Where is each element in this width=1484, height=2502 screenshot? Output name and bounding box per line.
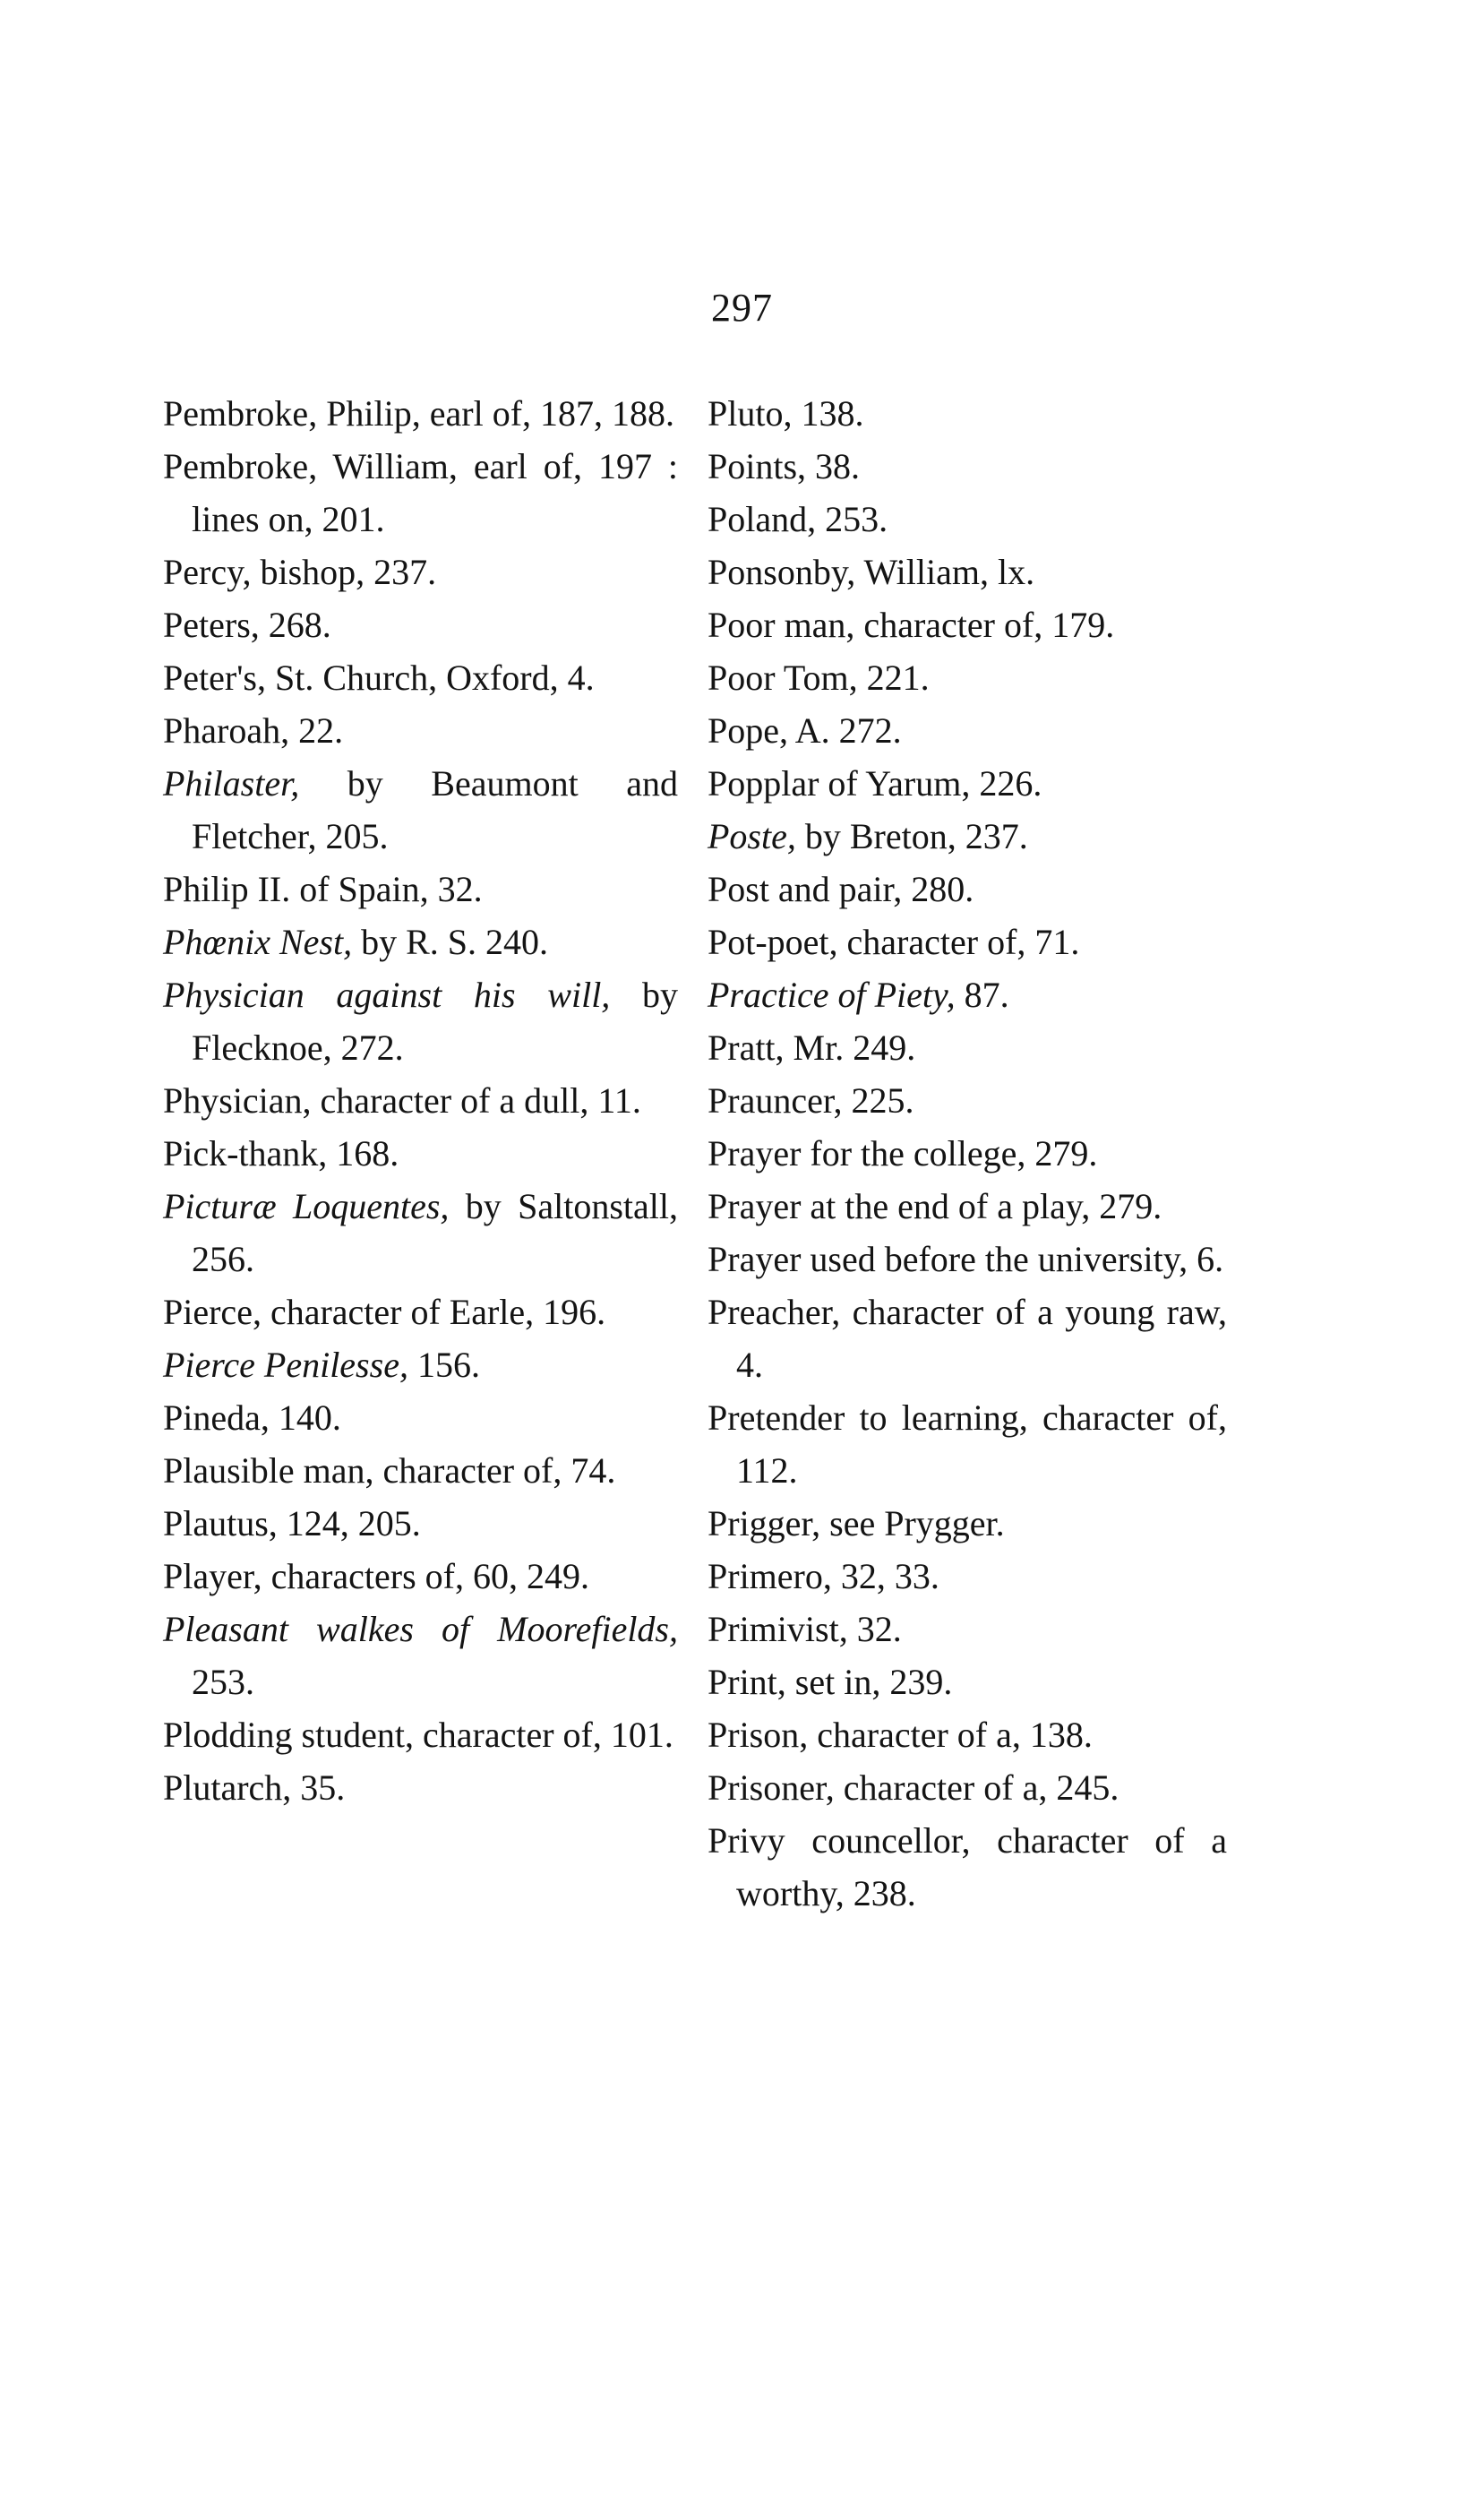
index-entry: [708, 1127, 1227, 1180]
index-entry: [163, 1285, 678, 1338]
index-entry-reference: by Saltonstall, 256.: [192, 1186, 679, 1279]
index-entry: [708, 1603, 1227, 1655]
index-entry-heading: Print, set in, 239.: [708, 1662, 953, 1702]
index-entry-heading: Pharoah, 22.: [163, 710, 344, 751]
index-entry-heading: Pluto, 138.: [708, 393, 864, 434]
index-entry-heading: Pleasant walkes of Moorefields,: [163, 1609, 678, 1649]
index-entry: [163, 1550, 678, 1603]
index-entry-heading: Plutarch, 35.: [163, 1767, 346, 1808]
index-entry: [708, 863, 1227, 916]
index-entry-heading: Poor Tom, 221.: [708, 658, 930, 698]
index-entry-heading: Poor man, character of, 179.: [708, 605, 1115, 645]
index-entry-reference: 87.: [955, 975, 1009, 1015]
index-entry-heading: Practice of Piety,: [708, 975, 956, 1015]
index-entry: [708, 1761, 1227, 1814]
index-entry: [708, 440, 1227, 493]
index-entry-reference: by R. S. 240.: [352, 922, 549, 962]
index-entry: [708, 1708, 1227, 1761]
index-entry-heading: Philaster,: [163, 763, 300, 804]
index-entry-heading: Prayer at the end of a play, 279.: [708, 1186, 1162, 1226]
index-entry-heading: Picturæ Loquentes,: [163, 1186, 450, 1226]
index-entry-heading: Pratt, Mr. 249.: [708, 1027, 916, 1068]
index-entry-heading: Pot-poet, character of, 71.: [708, 922, 1080, 962]
index-entry: [708, 1180, 1227, 1233]
page-number: 297: [711, 286, 773, 330]
index-entry: [163, 1761, 678, 1814]
index-entry-reference: by Flecknoe, 272.: [192, 975, 679, 1068]
index-entry: [708, 1021, 1227, 1074]
index-entry-heading: Primero, 32, 33.: [708, 1556, 939, 1596]
index-entry-heading: Plausible man, character of, 74.: [163, 1450, 616, 1491]
index-entry-heading: Pembroke, Philip, earl of, 187, 188.: [163, 393, 675, 434]
index-entry: [708, 968, 1227, 1021]
index-entry: [708, 916, 1227, 968]
index-entry: [708, 387, 1227, 440]
index-entry-heading: Prauncer, 225.: [708, 1080, 914, 1121]
index-entry: [708, 757, 1227, 810]
index-entry-heading: Pretender to learning, character of, 112.: [708, 1397, 1227, 1491]
index-entry: [163, 1180, 678, 1285]
index-entry-heading: Plautus, 124, 205.: [163, 1503, 421, 1543]
index-entry: [163, 704, 678, 757]
index-entry-heading: Pierce Penilesse,: [163, 1345, 408, 1385]
index-entry: [163, 387, 678, 440]
index-entry-heading: Primivist, 32.: [708, 1609, 902, 1649]
index-entry-reference: 253.: [192, 1662, 254, 1702]
index-entry-heading: Prigger, see Prygger.: [708, 1503, 1005, 1543]
index-entry: [163, 757, 678, 863]
index-entry: [708, 1074, 1227, 1127]
index-entry: [708, 493, 1227, 546]
index-entry-heading: Physician against his will,: [163, 975, 611, 1015]
index-entry-heading: Phœnix Nest,: [163, 922, 353, 962]
index-entry-reference: by Breton, 237.: [795, 816, 1028, 856]
index-entry-reference: 156.: [407, 1345, 480, 1385]
index-entry: [708, 1497, 1227, 1550]
index-entry: [163, 968, 678, 1074]
index-entry: [708, 1550, 1227, 1603]
index-entry-heading: Peters, 268.: [163, 605, 331, 645]
index-entry-heading: Physician, character of a dull, 11.: [163, 1080, 641, 1121]
index-column-left: [163, 387, 678, 1814]
index-entry-heading: Prayer for the college, 279.: [708, 1133, 1098, 1174]
index-entry: [163, 1127, 678, 1180]
index-entry: [708, 810, 1227, 863]
index-entry: [163, 440, 678, 546]
index-entry: [163, 1444, 678, 1497]
index-entry-heading: Points, 38.: [708, 446, 861, 486]
index-entry: [708, 704, 1227, 757]
index-entry: [163, 546, 678, 598]
index-entry-heading: Peter's, St. Church, Oxford, 4.: [163, 658, 595, 698]
index-entry: [708, 1285, 1227, 1391]
index-entry: [163, 1497, 678, 1550]
index-entry-heading: Popplar of Yarum, 226.: [708, 763, 1042, 804]
index-entry: [708, 546, 1227, 598]
index-entry-reference: by Beaumont and Fletcher, 205.: [192, 763, 678, 856]
index-column-right: [708, 387, 1227, 1920]
index-entry: [163, 598, 678, 651]
index-entry: [708, 1233, 1227, 1285]
index-entry: [163, 1391, 678, 1444]
index-entry-heading: Pembroke, William, earl of, 197 : lines on, 201.: [163, 446, 678, 539]
index-entry-heading: Prisoner, character of a, 245.: [708, 1767, 1119, 1808]
index-entry-heading: Post and pair, 280.: [708, 869, 974, 909]
index-entry: [708, 598, 1227, 651]
index-entry-heading: Pope, A. 272.: [708, 710, 902, 751]
index-entry: [163, 1338, 678, 1391]
index-entry-heading: Poste,: [708, 816, 796, 856]
index-entry: [163, 1603, 678, 1708]
index-entry: [163, 1074, 678, 1127]
index-entry: [163, 1708, 678, 1761]
index-entry-heading: Ponsonby, William, lx.: [708, 552, 1035, 592]
index-entry-heading: Percy, bishop, 237.: [163, 552, 437, 592]
index-entry: [708, 651, 1227, 704]
index-entry-heading: Preacher, character of a young raw, 4.: [708, 1292, 1227, 1385]
index-entry-heading: Pierce, character of Earle, 196.: [163, 1292, 606, 1332]
index-entry-heading: Player, characters of, 60, 249.: [163, 1556, 589, 1596]
index-entry-heading: Privy councellor, character of a worthy, 238.: [708, 1820, 1227, 1913]
index-entry: [163, 916, 678, 968]
index-entry: [708, 1391, 1227, 1497]
index-entry-heading: Poland, 253.: [708, 499, 888, 539]
index-entry-heading: Prison, character of a, 138.: [708, 1715, 1093, 1755]
index-entry: [163, 863, 678, 916]
index-entry-heading: Plodding student, character of, 101.: [163, 1715, 673, 1755]
index-entry-heading: Prayer used before the university, 6.: [708, 1239, 1224, 1279]
index-entry: [708, 1655, 1227, 1708]
index-entry-heading: Pineda, 140.: [163, 1397, 341, 1438]
index-entry-heading: Philip II. of Spain, 32.: [163, 869, 483, 909]
index-entry: [163, 651, 678, 704]
index-entry: [708, 1814, 1227, 1920]
index-entry-heading: Pick-thank, 168.: [163, 1133, 399, 1174]
